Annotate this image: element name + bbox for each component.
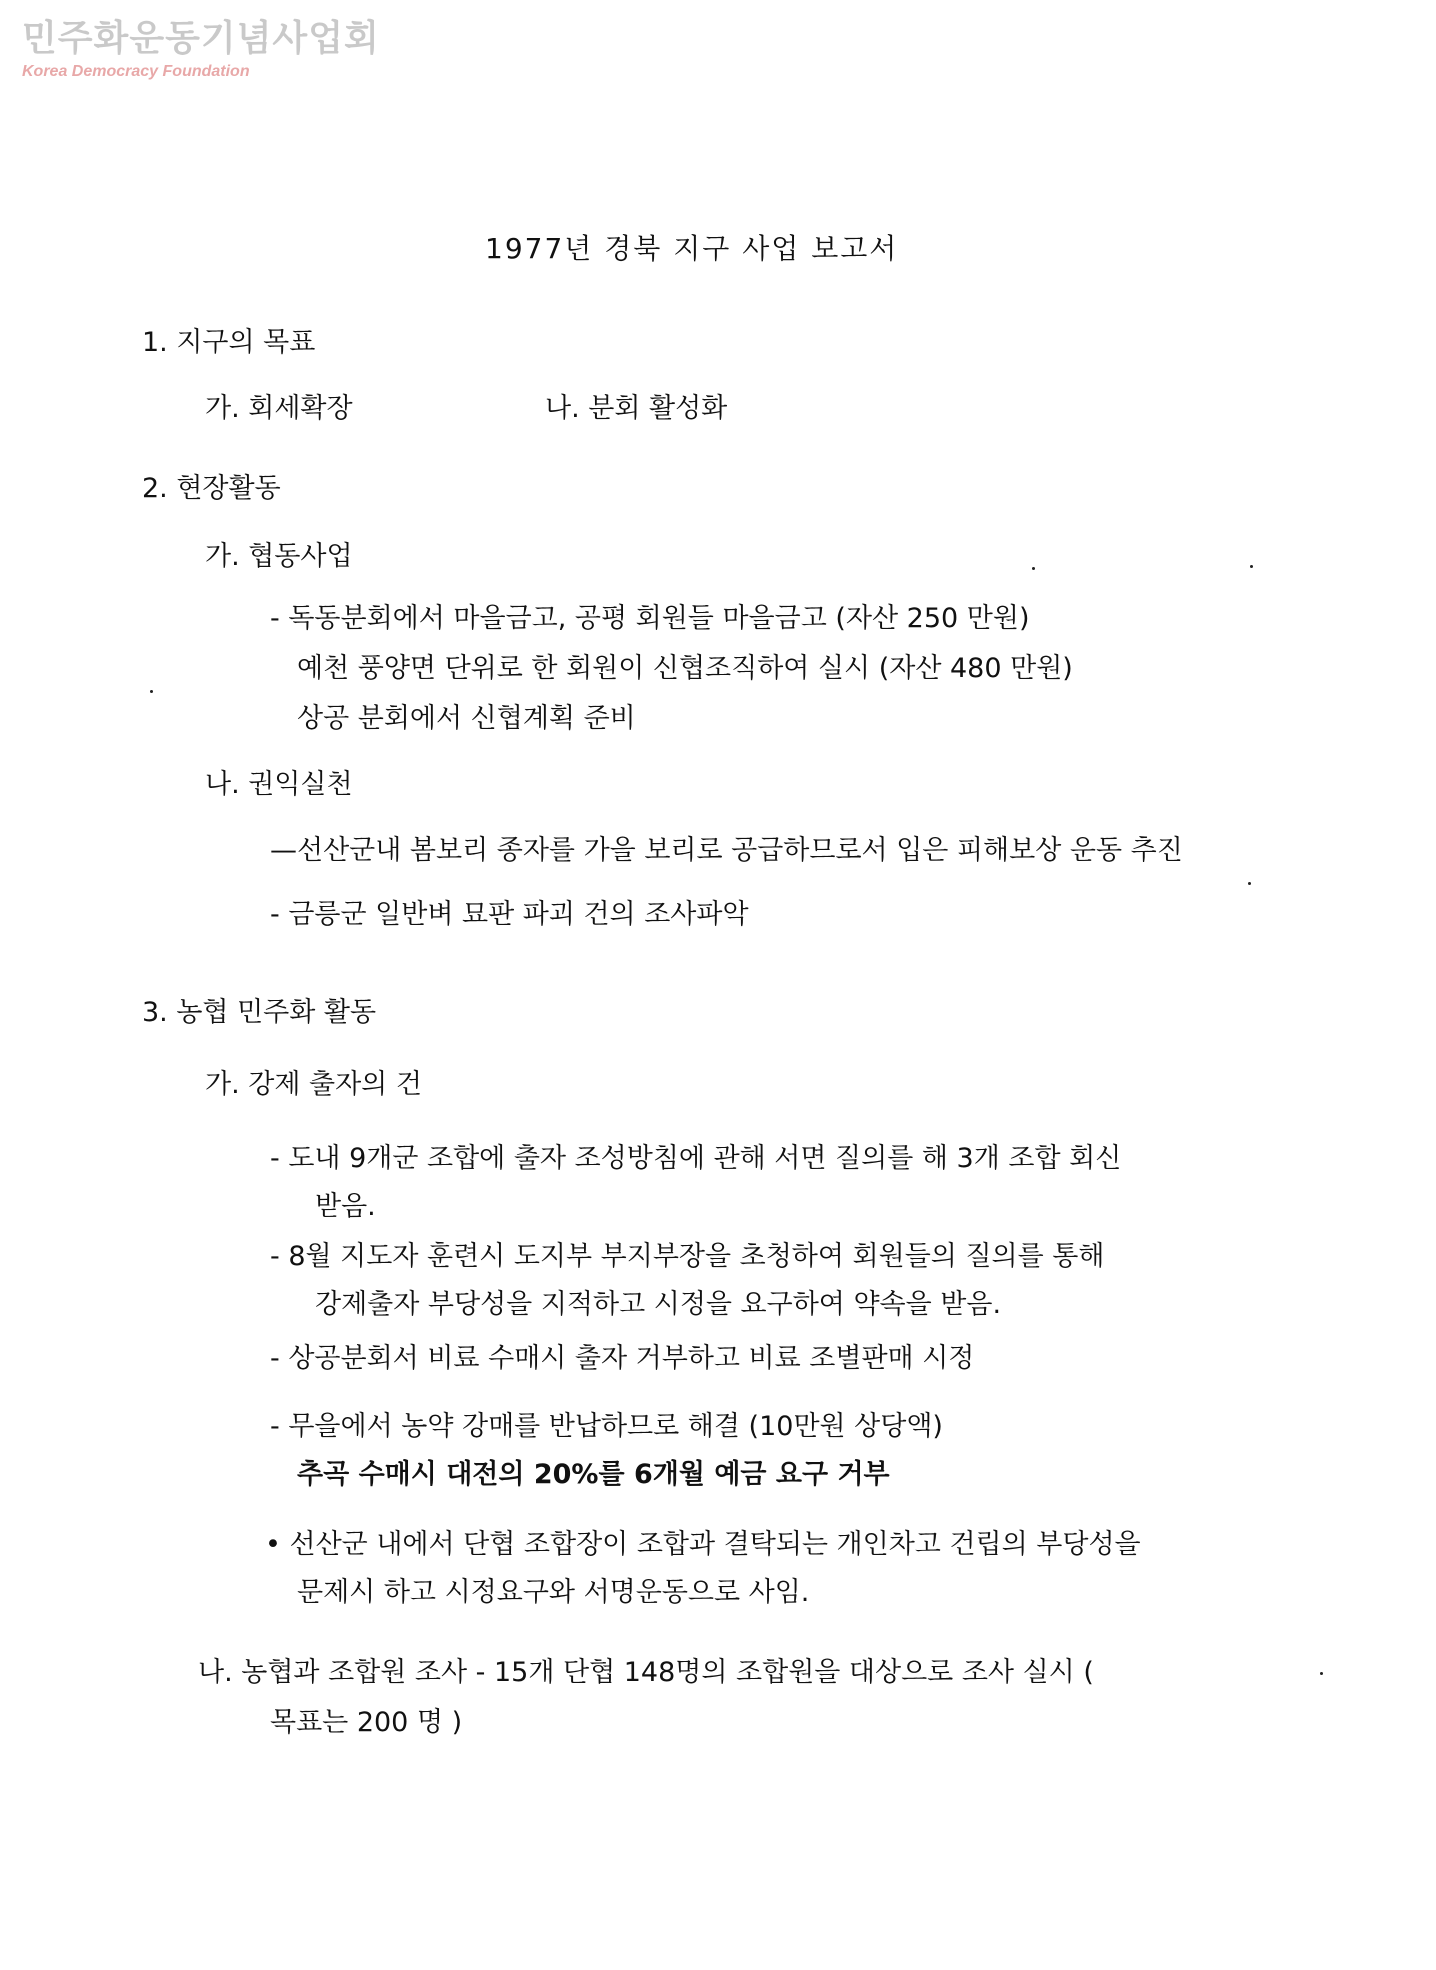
section-1-item-a: 가. 회세확장 [205, 393, 353, 424]
section-1-heading: 1. 지구의 목표 [142, 327, 316, 358]
section-2a-line-1: - 독동분회에서 마을금고, 공평 회원들 마을금고 (자산 250 만원) [270, 603, 1030, 634]
section-3a-line-2: - 8월 지도자 훈련시 도지부 부지부장을 초청하여 회원들의 질의를 통해 [270, 1241, 1105, 1272]
section-3a-line-2-cont: 강제출자 부당성을 지적하고 시정을 요구하여 약속을 받음. [315, 1289, 1002, 1320]
section-3-heading: 3. 농협 민주화 활동 [142, 997, 377, 1028]
section-3a-line-3: - 상공분회서 비료 수매시 출자 거부하고 비료 조별판매 시정 [270, 1343, 975, 1374]
scan-speck [1032, 567, 1035, 570]
section-3b-line-1-cont: 목표는 200 명 ) [270, 1707, 463, 1738]
watermark-korean: 민주화운동기념사업회 [22, 18, 380, 59]
section-3a-line-1: - 도내 9개군 조합에 출자 조성방침에 관해 서면 질의를 해 3개 조합 회신 [270, 1143, 1122, 1174]
watermark-english: Korea Democracy Foundation [22, 63, 250, 80]
section-2a-heading: 가. 협동사업 [205, 541, 353, 572]
section-3a-line-4: - 무을에서 농약 강매를 반납하므로 해결 (10만원 상당액) [270, 1411, 943, 1442]
section-2b-line-1: —선산군내 봄보리 종자를 가을 보리로 공급하므로서 입은 피해보상 운동 추진 [270, 835, 1183, 866]
section-3a-line-5: • 선산군 내에서 단협 조합장이 조합과 결탁되는 개인차고 건립의 부당성을 [265, 1529, 1141, 1560]
section-3a-line-4-cont: 추곡 수매시 대전의 20%를 6개월 예금 요구 거부 [297, 1459, 890, 1490]
section-3a-line-1-cont: 받음. [315, 1191, 376, 1222]
scan-speck [150, 690, 153, 693]
section-2b-heading: 나. 권익실천 [205, 769, 353, 800]
section-2a-line-3: 상공 분회에서 신협계획 준비 [297, 703, 636, 734]
watermark [22, 18, 380, 82]
section-2-heading: 2. 현장활동 [142, 473, 281, 504]
document-title: 1977년 경북 지구 사업 보고서 [485, 232, 899, 265]
section-3a-line-5-cont: 문제시 하고 시정요구와 서명운동으로 사임. [297, 1577, 810, 1608]
scan-speck [1248, 882, 1251, 885]
section-2b-line-2: - 금릉군 일반벼 묘판 파괴 건의 조사파악 [270, 899, 749, 930]
section-3a-heading: 가. 강제 출자의 건 [205, 1069, 422, 1100]
scan-speck [1320, 1672, 1323, 1675]
section-1-item-b: 나. 분회 활성화 [545, 393, 728, 424]
scan-speck [1250, 565, 1253, 568]
section-3b-line-1: 나. 농협과 조합원 조사 - 15개 단협 148명의 조합원을 대상으로 조사 실시 ( [198, 1657, 1094, 1688]
section-2a-line-2: 예천 풍양면 단위로 한 회원이 신협조직하여 실시 (자산 480 만원) [297, 653, 1073, 684]
